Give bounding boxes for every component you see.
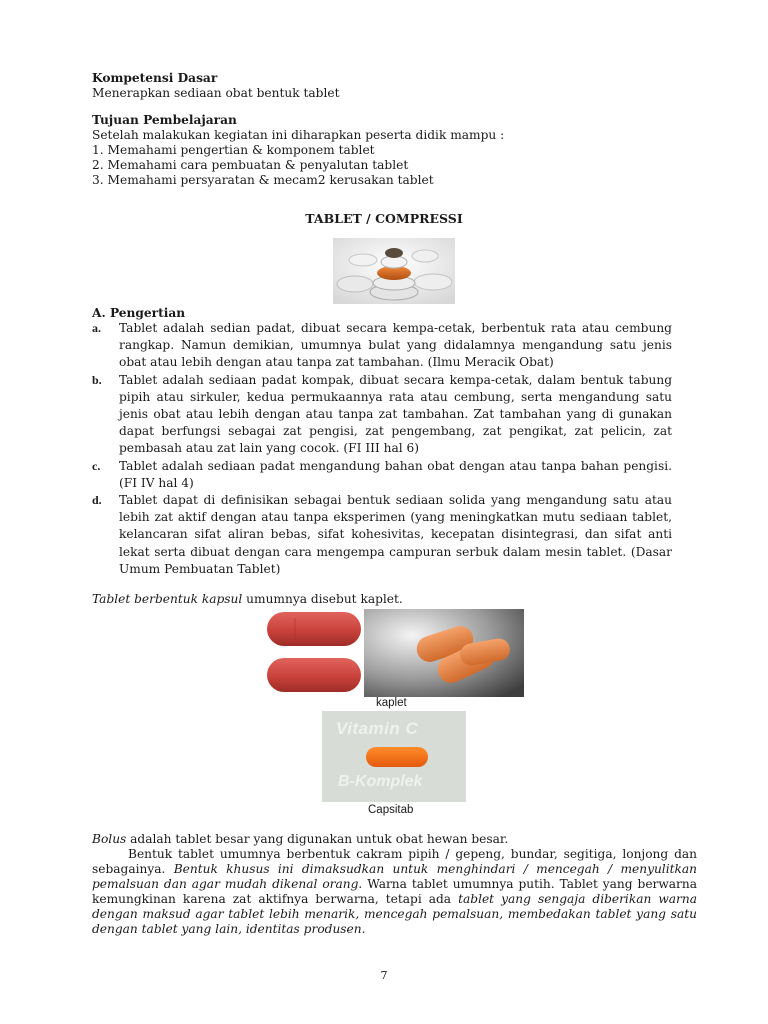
definition-list [92,320,672,578]
kaplet-rest: umumnya disebut kaplet. [242,592,403,606]
tujuan-heading: Tujuan Pembelajaran [92,113,237,127]
kaplet-caption: kaplet [376,697,407,709]
capsitab-box-text-top: Vitamin C [336,719,419,738]
list-item-text: Tablet adalah sediaan padat mengandung bahan obat dengan atau tanpa bahan pengisi. (FI IV hal 4) [119,458,672,490]
tujuan-intro: Setelah malakukan kegiatan ini diharapkan peserta didik mampu : [92,128,505,142]
orange-caplet-image [364,609,524,697]
kaplet-italic: Tablet berbentuk kapsul [92,592,243,606]
capsitab-image [322,711,466,802]
bolus-rest: adalah tablet besar yang digunakan untuk obat hewan besar. [126,832,509,846]
red-caplet-image [265,608,363,698]
page-title: TABLET / COMPRESSI [305,211,463,226]
body-paragraph [92,847,697,937]
capsitab-caption: Capsitab [368,804,414,816]
pill-stack-image [333,238,455,304]
tujuan-item: 2. Memahami cara pembuatan & penyalutan tablet [92,158,409,172]
page-number: 7 [380,969,388,982]
list-marker: c. [92,458,101,473]
paragraph-part: Bentuk tablet umumnya berbentuk cakram pipih / gepeng, bundar, segitiga, lonjong dan sebagainya. [92,847,697,876]
tujuan-item: 1. Memahami pengertian & komponem tablet [92,143,375,157]
tujuan-item: 3. Memahami persyaratan & mecam2 kerusakan tablet [92,173,434,187]
kompetensi-block [92,71,672,101]
orange-capsitab-pill [366,747,428,767]
capsitab-box-text-bottom: B-Komplek [338,773,423,790]
kaplet-sentence [92,592,403,606]
list-item-text: Tablet adalah sedian padat, dibuat secara kempa-cetak, berbentuk rata atau cembung rangkap. Namun demikian, umumnya bulat yang didalamnya mengandung satu jenis obat atau lebih dengan atau tanpa zat tambahan. (Ilmu Meracik Obat) [119,321,672,370]
list-marker: a. [92,321,101,335]
paragraph-part: Warna tablet umumnya putih. Tablet yang berwarna kemungkinan karena zat aktifnya berwarna, tetapi ada [92,877,697,906]
list-item [92,458,672,492]
kompetensi-heading: Kompetensi Dasar [92,71,218,85]
tujuan-block [92,113,672,188]
list-item [92,372,672,458]
list-item-text: Tablet dapat di definisikan sebagai bentuk sediaan solida yang mengandung satu atau lebih zat aktif dengan atau tanpa eksperimen (yang meningkatkan mutu sediaan tablet, kelancaran sifat aliran bebas, sifat kohesivitas, kecepatan disintegrasi, dan sifat anti lekat serta dibuat dengan cara mengempa campuran serbuk dalam mesin tablet. (Dasar Umum Pembuatan Tablet) [119,493,672,576]
list-item [92,492,672,578]
bolus-sentence [92,832,697,847]
list-item-text: Tablet adalah sediaan padat kompak, dibuat secara kempa-cetak, dalam bentuk tabung pipih atau sirkuler, kedua permukaannya rata atau cembung, serta mengandung satu jenis obat atau lebih dengan atau tanpa zat tambahan. Zat tambahan yang di gunakan dapat berfungsi sebagai zat pengisi, zat pengembang, zat pengikat, zat pelicin, zat pembasah atau zat lain yang cocok. (FI III hal 6) [119,372,672,456]
section-a-heading: A. Pengertian [92,306,186,320]
list-marker: b. [92,372,102,387]
kompetensi-text: Menerapkan sediaan obat bentuk tablet [92,86,340,100]
list-item [92,320,672,372]
paragraph-italic-part: Bentuk khusus ini dimaksudkan untuk menghindari / mencegah / menyulitkan pemalsuan dan agar mudah dikenal orang. [92,862,697,891]
list-marker: d. [92,493,102,508]
bolus-italic: Bolus [92,832,127,846]
paragraph-italic-part: tablet yang sengaja diberikan warna dengan maksud agar tablet lebih menarik, mencegah pemalsuan, membedakan tablet yang satu dengan tablet yang lain, identitas produsen. [92,892,698,936]
